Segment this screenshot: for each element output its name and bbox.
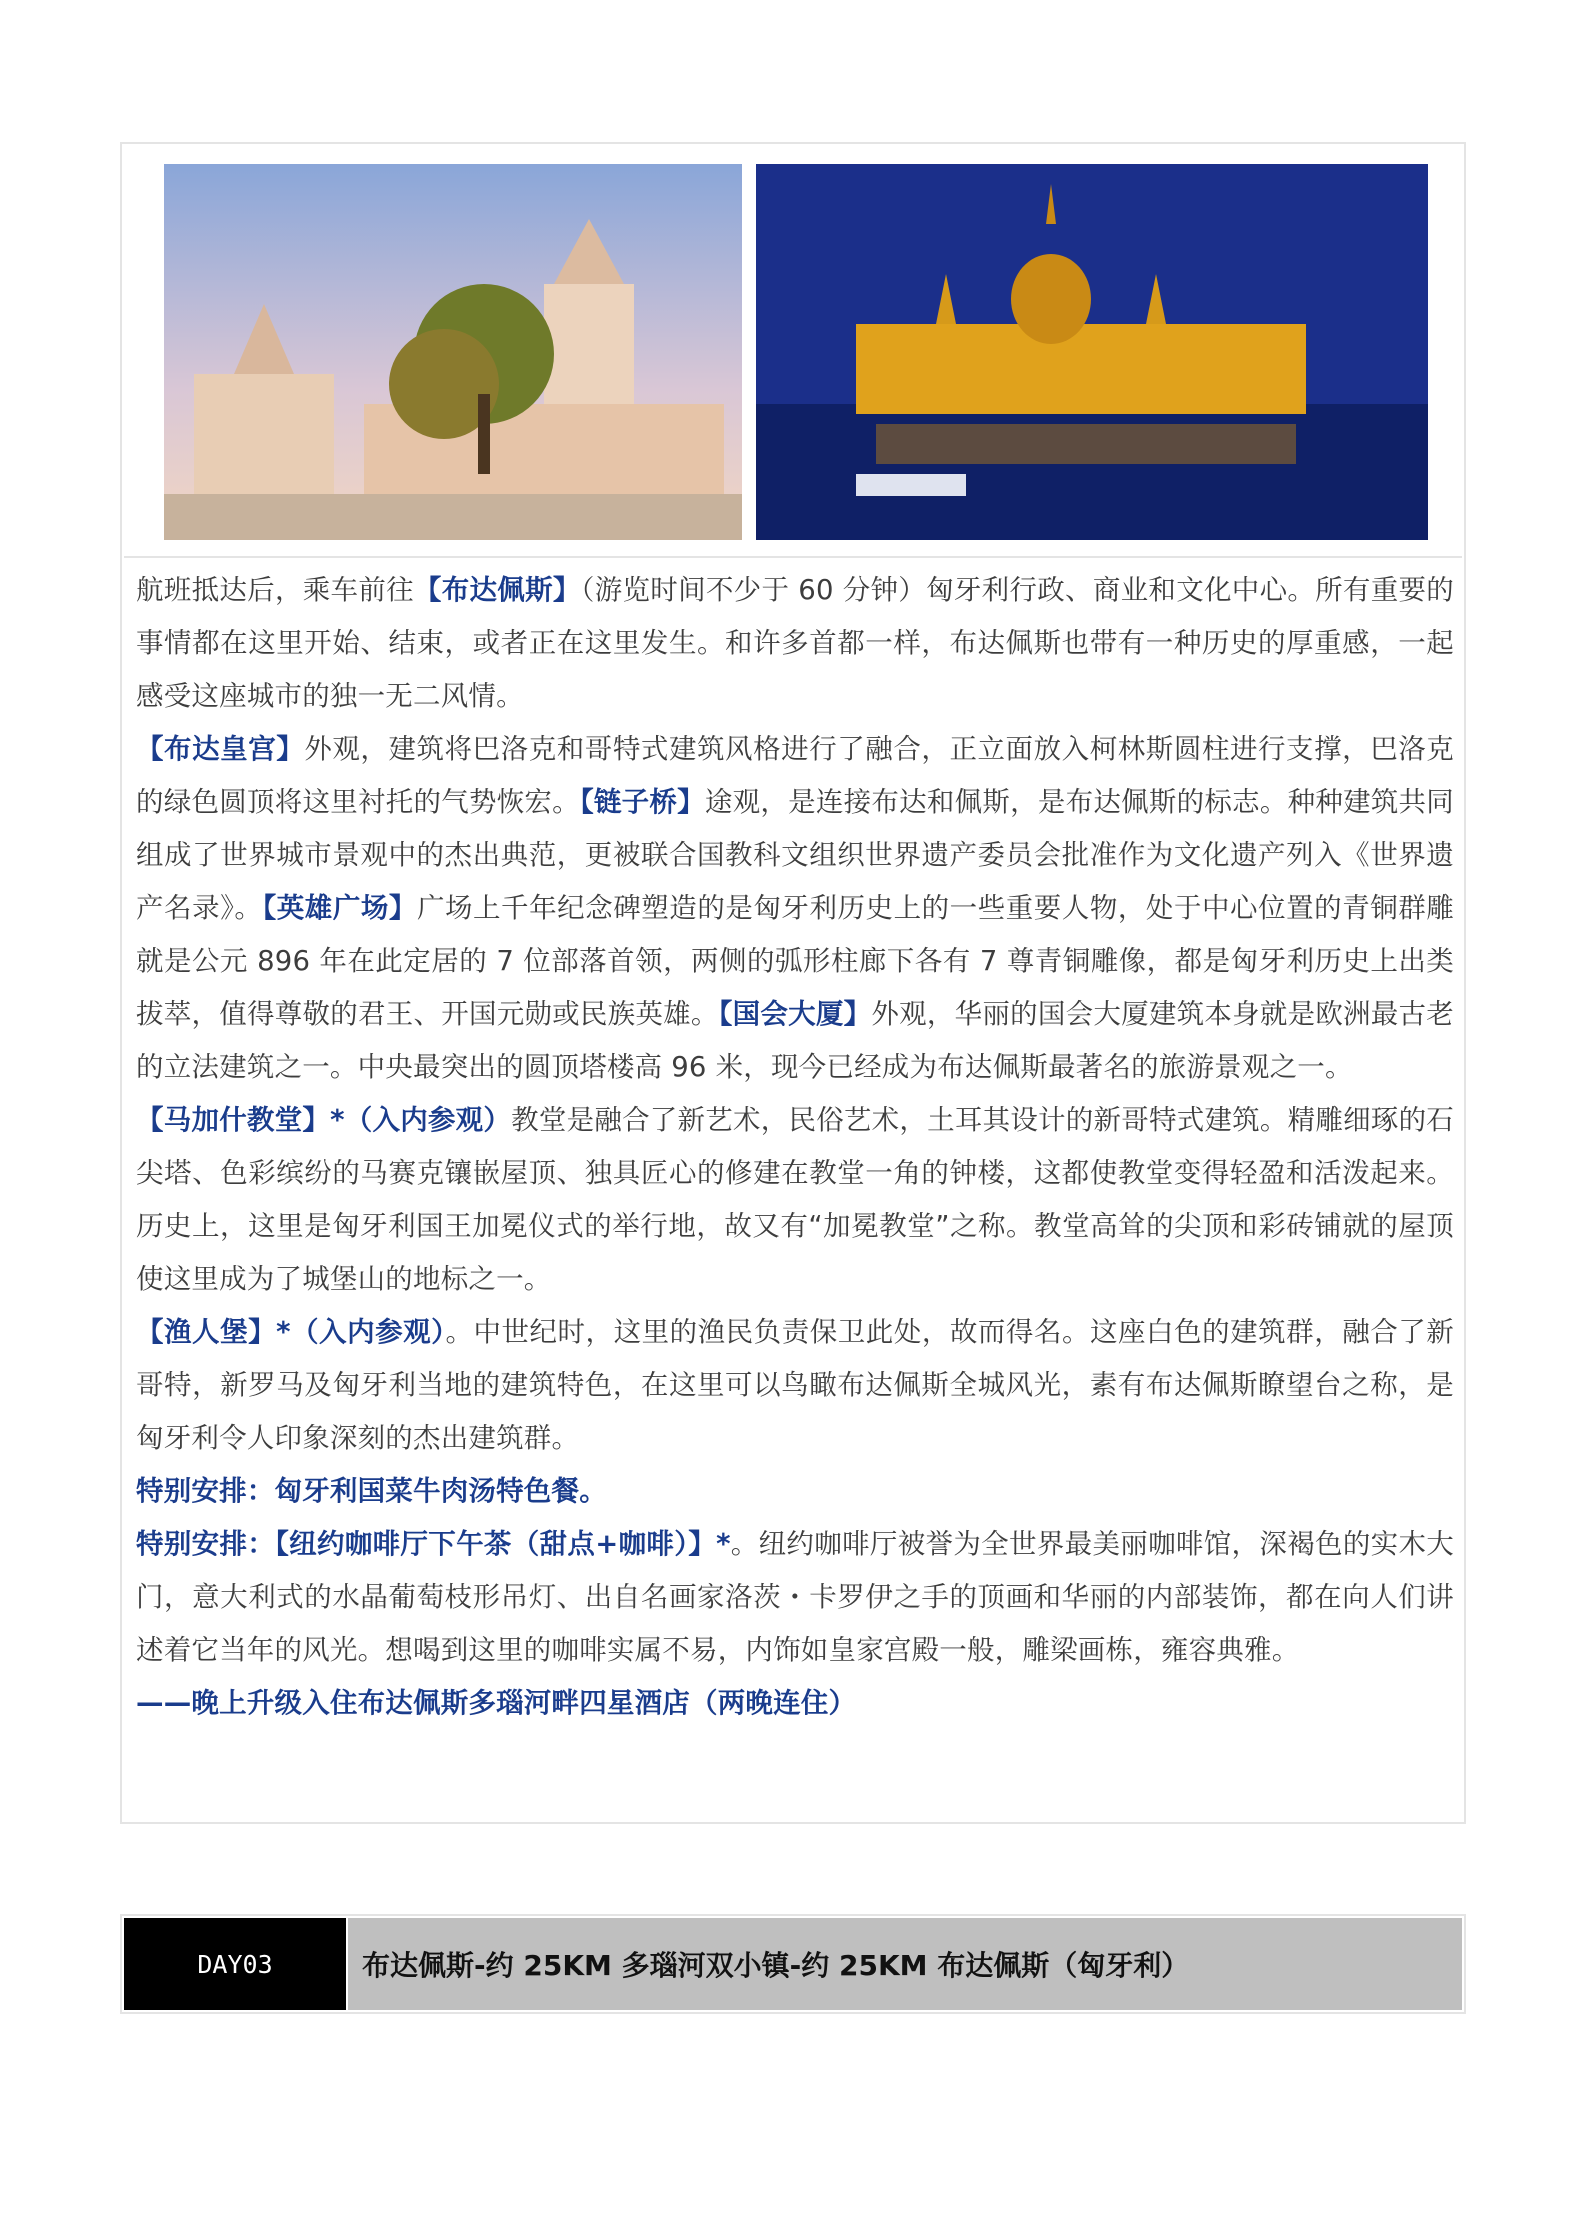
special-cafe-paragraph [136,1518,1454,1677]
special-meal: 特别安排：匈牙利国菜牛肉汤特色餐。 [136,1475,607,1507]
content-frame [120,142,1466,1824]
photo-row [124,146,1462,558]
day-header [120,1914,1466,2014]
parliament-text: 外观，华丽的国会大厦建筑本身就是欧洲最古老的立法建筑之一。中央最突出的圆顶塔楼高 96 米，现今已经成为布达佩斯最著名的旅游景观之一。 [136,998,1454,1083]
parliament-highlight: 【国会大厦】 [718,998,872,1030]
cafe-highlight: 特别安排：【纽约咖啡厅下午茶（甜点+咖啡）】* [136,1528,731,1560]
day-badge: DAY03 [124,1918,346,2010]
parliament-night-photo [756,164,1428,540]
budapest-highlight: 【布达佩斯】 [413,574,581,606]
intro-paragraph [136,564,1454,723]
sights-paragraph [136,723,1454,1094]
matthias-highlight: 【马加什教堂】*（入内参观） [136,1104,512,1136]
matthias-paragraph [136,1094,1454,1306]
cafe-text: 。纽约咖啡厅被誉为全世界最美丽咖啡馆，深褐色的实木大门，意大利式的水晶葡萄枝形吊灯、出自名画家洛茨・卡罗伊之手的顶画和华丽的内部装饰，都在向人们讲述着它当年的风光。想喝到这里的咖啡实属不易，内饰如皇家宫殿一般，雕梁画栋，雍容典雅。 [136,1528,1454,1666]
bridge-highlight: 【链子桥】 [579,786,705,818]
intro-body: （游览时间不少于 60 分钟）匈牙利行政、商业和文化中心。所有重要的事情都在这里开始、结束，或者正在这里发生。和许多首都一样，布达佩斯也带有一种历史的厚重感，一起感受这座城市的独一无二风情。 [136,574,1455,712]
matthias-text: 教堂是融合了新艺术，民俗艺术，土耳其设计的新哥特式建筑。精雕细琢的石尖塔、色彩缤纷的马赛克镶嵌屋顶、独具匠心的修建在教堂一角的钟楼，这都使教堂变得轻盈和活泼起来。历史上，这里是匈牙利国王加冕仪式的举行地，故又有“加冕教堂”之称。教堂高耸的尖顶和彩砖铺就的屋顶使这里成为了城堡山的地标之一。 [136,1104,1455,1295]
bridge-text: 途观，是连接布达和佩斯，是布达佩斯的标志。种种建筑共同组成了世界城市景观中的杰出典范，更被联合国教科文组织世界遗产委员会批准作为文化遗产列入《世界遗产名录》。 [136,786,1455,924]
bastion-paragraph [136,1306,1454,1465]
bastion-text: 。中世纪时，这里的渔民负责保卫此处，故而得名。这座白色的建筑群，融合了新哥特，新罗马及匈牙利当地的建筑特色，在这里可以鸟瞰布达佩斯全城风光，素有布达佩斯瞭望台之称，是匈牙利令人印象深刻的杰出建筑群。 [136,1316,1455,1454]
castle-text: 外观，建筑将巴洛克和哥特式建筑风格进行了融合，正立面放入柯林斯圆柱进行支撑，巴洛克的绿色圆顶将这里衬托的气势恢宏。 [136,733,1455,818]
itinerary-text [136,564,1454,1730]
hotel-note: ——晚上升级入住布达佩斯多瑙河畔四星酒店（两晚连住） [136,1687,857,1719]
fishermans-bastion-photo [164,164,742,540]
square-highlight: 【英雄广场】 [262,892,417,924]
day-route: 布达佩斯-约 25KM 多瑙河双小镇-约 25KM 布达佩斯（匈牙利） [348,1918,1462,2010]
intro-lead: 航班抵达后，乘车前往 [136,574,414,606]
castle-highlight: 【布达皇宫】 [136,733,305,765]
square-text: 广场上千年纪念碑塑造的是匈牙利历史上的一些重要人物，处于中心位置的青铜群雕就是公元 896 年在此定居的 7 位部落首领，两侧的弧形柱廊下各有 7 尊青铜雕像，都是匈牙利历史上出类拔萃，值得尊敬的君王、开国元勋或民族英雄。 [136,892,1455,1030]
bastion-highlight: 【渔人堡】*（入内参观） [136,1316,446,1348]
